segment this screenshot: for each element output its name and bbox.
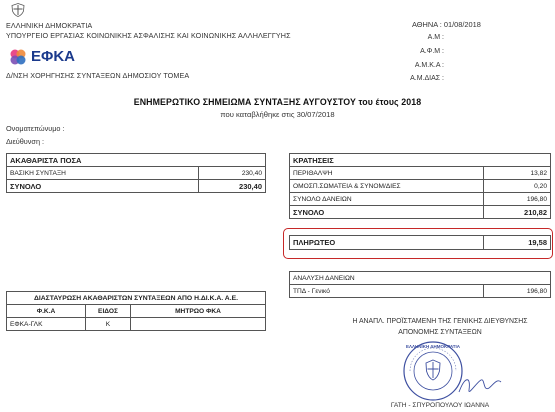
efka-logo-text: ΕΦΚΑ	[31, 48, 75, 65]
afm-label	[402, 48, 444, 55]
amka-label-text: Α.Μ.Κ.Α :	[414, 62, 444, 69]
deduction-label: ΣΥΝΟΛΟ ΔΑΝΕΙΩΝ	[290, 193, 484, 206]
am-label	[402, 34, 444, 41]
distribution-table	[6, 291, 266, 331]
paid-table	[289, 235, 551, 250]
deduction-value: 196,80	[484, 193, 551, 206]
loan-value: 196,80	[484, 285, 551, 298]
table-row	[290, 180, 551, 193]
deductions-total-value: 210,82	[484, 206, 551, 219]
deduction-value: 13,82	[484, 167, 551, 180]
table-total-row	[7, 180, 266, 193]
gross-row-value: 230,40	[199, 167, 266, 180]
header-ministry: ΥΠΟΥΡΓΕΙΟ ΕΡΓΑΣΙΑΣ ΚΟΙΝΩΝΙΚΗΣ ΑΣΦΑΛΙΣΗΣ ΚΑΙ ΚΟΙΝΩΝΙΚΗΣ ΑΛΛΗΛΕΓΓΥΗΣ	[6, 31, 291, 40]
paid-on-date: που καταβλήθηκε στις 30/07/2018	[220, 110, 335, 119]
gross-amounts-table	[6, 153, 266, 193]
amka-label	[402, 62, 444, 69]
deduction-label: ΠΕΡΙΘΑΛΨΗ	[290, 167, 484, 180]
paid-row	[290, 236, 551, 250]
table-header-row	[290, 272, 551, 285]
gross-header: ΑΚΑΘΑΡΙΣΤΑ ΠΟΣΑ	[7, 154, 266, 167]
afm-label-text: Α.Φ.Μ :	[420, 48, 444, 55]
efka-logo-icon	[9, 48, 27, 66]
col-header-registry: ΜΗΤΡΩΟ ΦΚΑ	[131, 305, 266, 318]
cell-type: Κ	[86, 318, 131, 331]
table-header-row	[7, 154, 266, 167]
signatory-name: ΓΑΤΗ - ΣΠΥΡΟΠΟΥΛΟΥ ΙΩΑΝΝΑ	[390, 402, 490, 409]
col-header-type: ΕΙΔΟΣ	[86, 305, 131, 318]
paid-value: 19,58	[484, 236, 551, 250]
distribution-caption: ΔΙΑΣΤΑΥΡΩΣΗ ΑΚΑΘΑΡΙΣΤΩΝ ΣΥΝΤΑΞΕΩΝ ΑΠΟ Η.ΔΙ.Κ.Α. Α.Ε.	[7, 292, 266, 305]
deductions-table	[289, 153, 551, 219]
table-row	[7, 167, 266, 180]
seal-text: ΕΛΛΗΝΙΚΗ ΔΗΜΟΚΡΑΤΙΑ	[405, 344, 461, 349]
header-country: ΕΛΛΗΝΙΚΗ ΔΗΜΟΚΡΑΤΙΑ	[6, 21, 93, 30]
amdias-label	[402, 75, 444, 82]
loans-table	[289, 271, 551, 298]
gross-total-value: 230,40	[199, 180, 266, 193]
table-header-row	[290, 154, 551, 167]
loan-label: ΤΠΔ - Γενικό	[290, 285, 484, 298]
table-row	[290, 167, 551, 180]
signature-line-2: ΑΠΟΝΟΜΗΣ ΣΥΝΤΑΞΕΩΝ	[398, 329, 482, 336]
table-total-row	[290, 206, 551, 219]
document-title: ΕΝΗΜΕΡΩΤΙΚΟ ΣΗΜΕΙΩΜΑ ΣΥΝΤΑΞΗΣ ΑΥΓΟΥΣΤΟΥ του έτους 2018	[133, 97, 422, 107]
address-label: Διεύθυνση :	[6, 137, 45, 146]
deductions-header: ΚΡΑΤΗΣΕΙΣ	[290, 154, 551, 167]
table-caption-row	[7, 292, 266, 305]
gross-row-label: ΒΑΣΙΚΗ ΣΥΝΤΑΞΗ	[7, 167, 199, 180]
loans-header: ΑΝΑΛΥΣΗ ΔΑΝΕΙΩΝ	[290, 272, 551, 285]
am-label-text: Α.Μ :	[427, 34, 444, 41]
signature-line-1: Η ΑΝΑΠΛ. ΠΡΟΪΣΤΑΜΕΝΗ ΤΗΣ ΓΕΝΙΚΗΣ ΔΙΕΥΘΥΝΣΗΣ	[352, 318, 528, 325]
gross-total-label: ΣΥΝΟΛΟ	[7, 180, 199, 193]
handwritten-signature	[455, 372, 505, 398]
name-label: Ονοματεπώνυμο :	[6, 124, 65, 133]
deduction-value: 0,20	[484, 180, 551, 193]
greek-coat-of-arms-icon	[11, 3, 25, 17]
col-header-fka: Φ.Κ.Α	[7, 305, 86, 318]
header-directorate: Δ/ΝΣΗ ΧΟΡΗΓΗΣΗΣ ΣΥΝΤΑΞΕΩΝ ΔΗΜΟΣΙΟΥ ΤΟΜΕΑ	[6, 71, 190, 80]
table-header-row	[7, 305, 266, 318]
deduction-label: ΟΜΟΣΠ.ΣΩΜΑΤΕΙΑ & ΣΥΝΟΜ/ΔΙΕΣ	[290, 180, 484, 193]
deductions-total-label: ΣΥΝΟΛΟ	[290, 206, 484, 219]
table-row	[290, 285, 551, 298]
paid-label: ΠΛΗΡΩΤΕΟ	[290, 236, 484, 250]
table-row	[7, 318, 266, 331]
amdias-label-text: Α.Μ.ΔΙΑΣ :	[410, 75, 444, 82]
cell-fka: ΕΦΚΑ-ΓΛΚ	[7, 318, 86, 331]
table-row	[290, 193, 551, 206]
place-date: ΑΘΗΝΑ : 01/08/2018	[412, 20, 481, 29]
cell-registry	[131, 318, 266, 331]
